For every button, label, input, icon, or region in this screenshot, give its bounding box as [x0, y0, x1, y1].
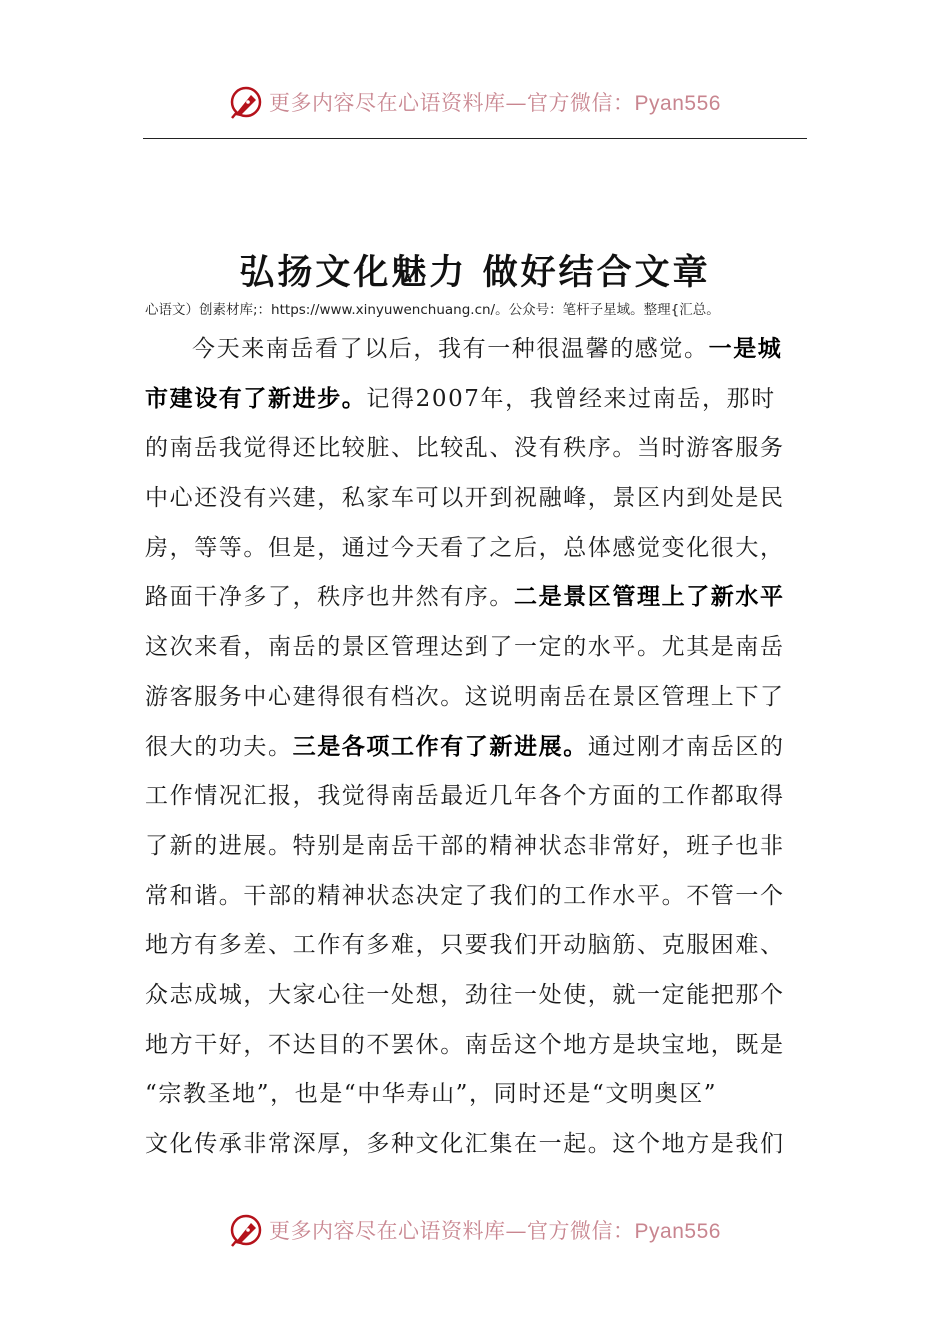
text-line: [145, 772, 807, 822]
text-span: 的南岳我觉得还比较脏、比较乱、没有秩序。当时游客服务: [145, 435, 785, 462]
banner-text: 更多内容尽在心语资料库—官方微信：Pyan556: [269, 91, 721, 115]
footer-banner: [0, 1208, 950, 1252]
bold-heading-span: 三是各项工作有了新进展。: [292, 733, 588, 760]
text-span: 常和谐。干部的精神状态决定了我们的工作水平。不管一个: [145, 882, 785, 909]
text-span: 通过刚才南岳区的: [587, 733, 785, 760]
text-line: [145, 1021, 807, 1071]
text-span: 了新的进展。特别是南岳干部的精神状态非常好，班子也非: [145, 832, 785, 859]
text-line: [145, 1070, 807, 1120]
text-line: [145, 723, 807, 773]
text-line: [145, 971, 807, 1021]
wechat-id: Pyan556: [634, 92, 721, 115]
text-span: 地方干好，不达目的不罢休。南岳这个地方是块宝地，既是: [145, 1031, 785, 1058]
text-span: 地方有多差、工作有多难，只要我们开动脑筋、克服困难、: [145, 932, 785, 959]
text-span: “宗教圣地”，也是“中华寿山”，同时还是“文明奥区”: [145, 1081, 718, 1108]
text-span: 路面干净多了，秩序也井然有序。: [145, 584, 514, 611]
source-line: 心语文）创素材库;：https://www.xinyuwenchuang.cn/。公众号：笔杆子星域。整理{汇总。: [145, 302, 720, 318]
header-banner: [0, 80, 950, 124]
text-span: 文化传承非常深厚，多种文化汇集在一起。这个地方是我们: [145, 1131, 785, 1157]
bold-heading-span: 一是城: [708, 336, 783, 362]
text-line: [145, 424, 807, 474]
text-line: [145, 573, 807, 623]
pen-nib-circle-icon: [229, 1213, 263, 1247]
text-line: [145, 872, 807, 922]
article-body: [145, 325, 807, 1170]
text-span: 记得2007年，我曾经来过南岳，那时: [366, 385, 776, 412]
text-span: 中心还没有兴建，私家车可以开到祝融峰，景区内到处是民: [145, 485, 785, 512]
text-line: [145, 1120, 807, 1170]
text-span: 今天来南岳看了以后，我有一种很温馨的感觉。: [192, 336, 709, 362]
text-line: [145, 673, 807, 723]
text-span: 房，等等。但是，通过今天看了之后，总体感觉变化很大，: [145, 534, 785, 561]
text-line: [145, 822, 807, 872]
banner-text: 更多内容尽在心语资料库—官方微信：Pyan556: [269, 1219, 721, 1243]
text-line: [145, 524, 807, 574]
text-span: 工作情况汇报，我觉得南岳最近几年各个方面的工作都取得: [145, 783, 785, 810]
wechat-id: Pyan556: [634, 1220, 721, 1243]
text-span: 这次来看，南岳的景区管理达到了一定的水平。尤其是南岳: [145, 634, 785, 661]
text-span: 游客服务中心建得很有档次。这说明南岳在景区管理上下了: [145, 683, 785, 710]
text-line: [145, 375, 807, 425]
text-line: [145, 325, 807, 375]
page-title: 弘扬文化魅力 做好结合文章: [239, 253, 711, 293]
text-line: [145, 623, 807, 673]
text-span: 众志成城，大家心往一处想，劲往一处使，就一定能把那个: [145, 981, 785, 1008]
header-divider: [143, 138, 807, 139]
text-span: 很大的功夫。: [145, 733, 293, 760]
pen-nib-circle-icon: [229, 85, 263, 119]
bold-heading-span: 市建设有了新进步。: [145, 385, 367, 412]
text-line: [145, 474, 807, 524]
bold-heading-span: 二是景区管理上了新水平: [514, 584, 785, 611]
text-line: [145, 921, 807, 971]
